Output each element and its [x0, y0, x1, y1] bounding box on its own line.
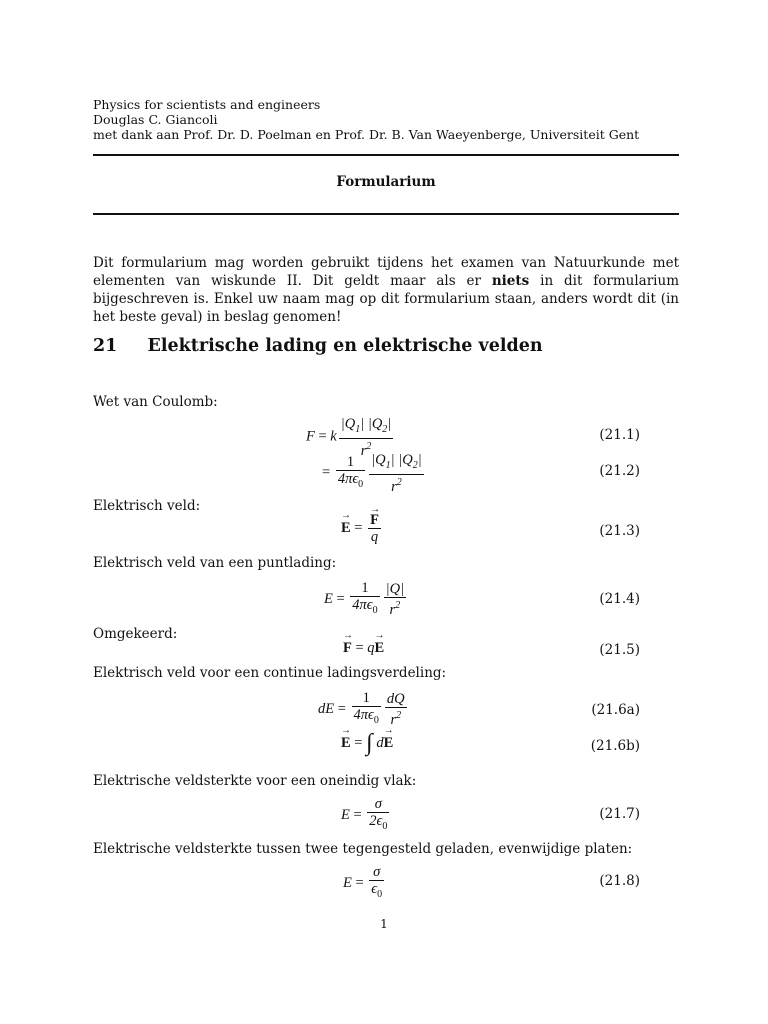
intro-paragraph: [93, 254, 679, 326]
eqnum-21-3: (21.3): [599, 523, 640, 539]
fraction: $\frac{1}{4\pi\epsilon_0}$: [337, 453, 364, 490]
label-point-charge: Elektrisch veld van een puntlading:: [93, 555, 337, 571]
math-k: k: [330, 428, 337, 445]
top-rule: [93, 154, 679, 156]
header-acknowledgement: met dank aan Prof. Dr. D. Poelman en Prof. Dr. B. Van Waeyenberge, Universiteit Gent: [93, 127, 640, 142]
equation-21-7: E = $\frac{\sigma}{2\epsilon_0}$: [341, 796, 391, 835]
fraction: $\frac{\sigma}{2\epsilon_0}$: [369, 796, 388, 832]
equation-21-6a: dE = $\frac{1}{4\pi\epsilon_0}$ $\frac{dQ}{r^2}$: [318, 690, 405, 728]
document-title: Formularium: [336, 174, 436, 190]
equation-21-5: → F = q→ E: [343, 640, 384, 657]
integral-sign: ∫: [366, 730, 373, 756]
label-coulomb: Wet van Coulomb:: [93, 394, 218, 410]
eqnum-21-1: (21.1): [599, 427, 640, 443]
eqnum-21-8: (21.8): [599, 873, 640, 889]
fraction: $\frac{1}{4\pi\epsilon_0}$: [353, 690, 379, 726]
equation-21-4: E = $\frac{1}{4\pi\epsilon_0}$ $\frac{|Q|}{r^2}$: [324, 580, 405, 618]
intro-text-2: in dit formularium bijgeschreven is. Enkel uw naam mag op dit formularium staan, anders wordt dit (in het beste geval) in beslag genomen!: [93, 273, 679, 325]
equation-21-3: → E = → $\frac{F}{q}$: [341, 512, 383, 545]
eqnum-21-6a: (21.6a): [591, 702, 640, 718]
label-inverse: Omgekeerd:: [93, 626, 178, 642]
eqnum-21-5: (21.5): [599, 642, 640, 658]
equation-21-6b: → E = ∫ d→ E: [341, 730, 393, 757]
label-field: Elektrisch veld:: [93, 498, 201, 514]
fraction: $\frac{|Q|}{r^2}$: [385, 581, 405, 618]
label-plates: Elektrische veldsterkte tussen twee tegengesteld geladen, evenwijdige platen:: [93, 841, 633, 857]
fraction: $\frac{|Q_1| |Q_2|}{r^2}$: [340, 416, 392, 459]
bottom-rule: [93, 213, 679, 215]
label-continuous: Elektrisch veld voor een continue ladingsverdeling:: [93, 665, 447, 681]
math-eq: =: [322, 464, 331, 481]
fraction: $\frac{|Q_1| |Q_2|}{r^2}$: [371, 452, 422, 495]
page-number: 1: [380, 917, 388, 931]
math-eq: =: [318, 428, 327, 445]
fraction: $\frac{1}{4\pi\epsilon_0}$: [352, 580, 378, 616]
label-infinite-plane: Elektrische veldsterkte voor een oneindig vlak:: [93, 773, 417, 789]
eqnum-21-2: (21.2): [599, 463, 640, 479]
vector-E: → E: [341, 520, 351, 537]
equation-21-8: E = $\frac{\sigma}{\epsilon_0}$: [343, 864, 386, 903]
fraction: $\frac{dQ}{r^2}$: [386, 691, 405, 728]
fraction: $\frac{\sigma}{\epsilon_0}$: [371, 864, 383, 900]
section-heading: [93, 336, 543, 356]
math-F: F: [306, 428, 315, 445]
header-author: Douglas C. Giancoli: [93, 112, 218, 127]
eqnum-21-6b: (21.6b): [590, 738, 640, 754]
intro-text-1: Dit formularium mag worden gebruikt tijdens het examen van Natuurkunde met elementen van wiskunde II. Dit geldt maar als er: [93, 255, 679, 289]
section-title: Elektrische lading en elektrische velden: [147, 336, 543, 356]
header-book-title: Physics for scientists and engineers: [93, 97, 321, 112]
intro-bold-niets: niets: [491, 273, 530, 289]
section-number: 21: [93, 336, 118, 356]
fraction: → $\frac{F}{q}$: [368, 512, 381, 545]
eqnum-21-7: (21.7): [599, 806, 640, 822]
equation-21-2: [322, 452, 426, 495]
eqnum-21-4: (21.4): [599, 591, 640, 607]
